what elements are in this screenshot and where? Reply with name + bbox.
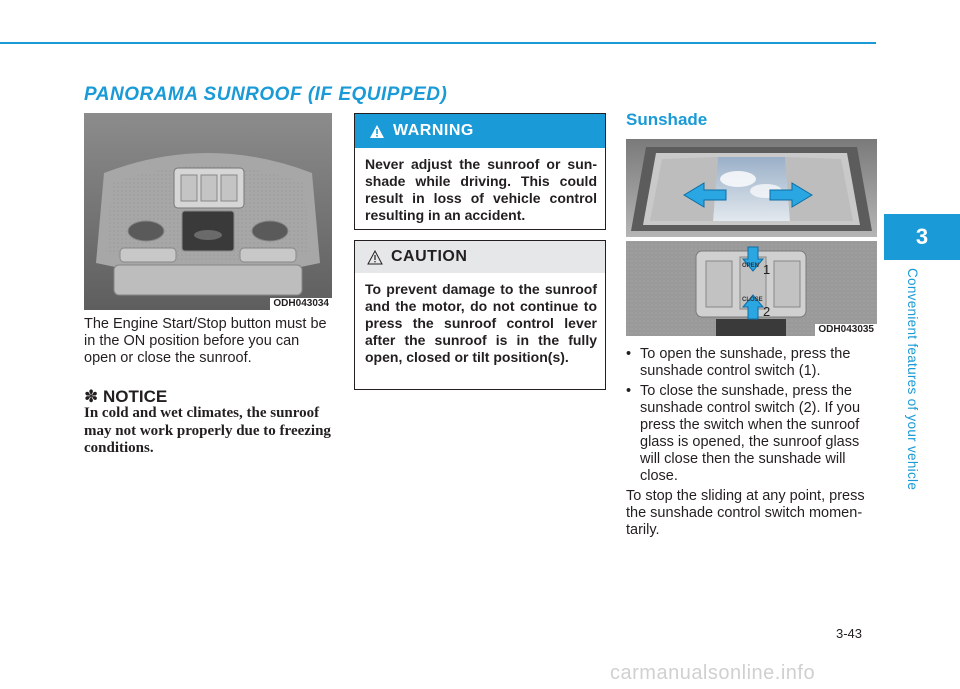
- callout-2: 2: [763, 304, 771, 319]
- callout-1: 1: [763, 262, 771, 277]
- caution-title: CAUTION: [391, 248, 468, 265]
- caution-box: [354, 240, 606, 390]
- start-stop-paragraph: The Engine Start/Stop button must be in the ON position before you can open or close the sunroof.: [84, 316, 327, 366]
- overhead-console-illustration: [84, 113, 332, 310]
- chapter-tab: 3: [884, 214, 960, 260]
- sunshade-subtitle: Sunshade: [626, 110, 708, 129]
- warning-title: WARNING: [393, 122, 474, 139]
- bullet-open: • To open the sunshade, press the sunshade control switch (1).: [626, 346, 877, 380]
- warning-box: [354, 113, 606, 230]
- chapter-title-vertical: Convenient features of your vehicle: [905, 268, 920, 491]
- caution-triangle-icon: [367, 250, 383, 265]
- caution-text: To prevent damage to the sunroof and the motor, do not continue to press the sunroof control lever after the sunroof is in the fully open, closed or tilt position(s).: [365, 281, 597, 365]
- notice-text: In cold and wet climates, the sunroof may not work properly due to freezing conditions.: [84, 405, 331, 456]
- section-title: PANORAMA SUNROOF (IF EQUIPPED): [84, 84, 448, 105]
- switch-open-label: OPEN: [742, 263, 760, 269]
- warning-text: Never adjust the sunroof or sunshade while driving. This could result in loss of vehicle control resulting in an accident.: [365, 156, 597, 223]
- image-code-label: ODH043034: [270, 298, 332, 310]
- overhead-console-photo: [84, 113, 332, 310]
- switch-close-label: CLOSE: [742, 297, 763, 303]
- watermark: carmanualsonline.info: [610, 662, 816, 684]
- stop-sliding-paragraph: To stop the sliding at any point, press the sunshade control switch momentarily.: [626, 488, 865, 538]
- sunshade-photo: [626, 139, 877, 336]
- sunshade-illustration: [626, 139, 877, 336]
- bullet-close: • To close the sunshade, press the sunshade control switch (2). If you press the switch when the sunroof glass is opened, the sunroof glass will close then the sunshade will close.: [626, 383, 877, 485]
- sunshade-bullets: [626, 346, 877, 539]
- header-rule: [0, 42, 876, 44]
- warning-triangle-icon: [369, 124, 385, 139]
- page-number: 3-43: [836, 626, 863, 641]
- notice-title: ✽ NOTICE: [84, 387, 168, 406]
- caution-header: [355, 241, 605, 273]
- image-code-label-right: ODH043035: [815, 324, 877, 336]
- warning-header: [355, 114, 605, 148]
